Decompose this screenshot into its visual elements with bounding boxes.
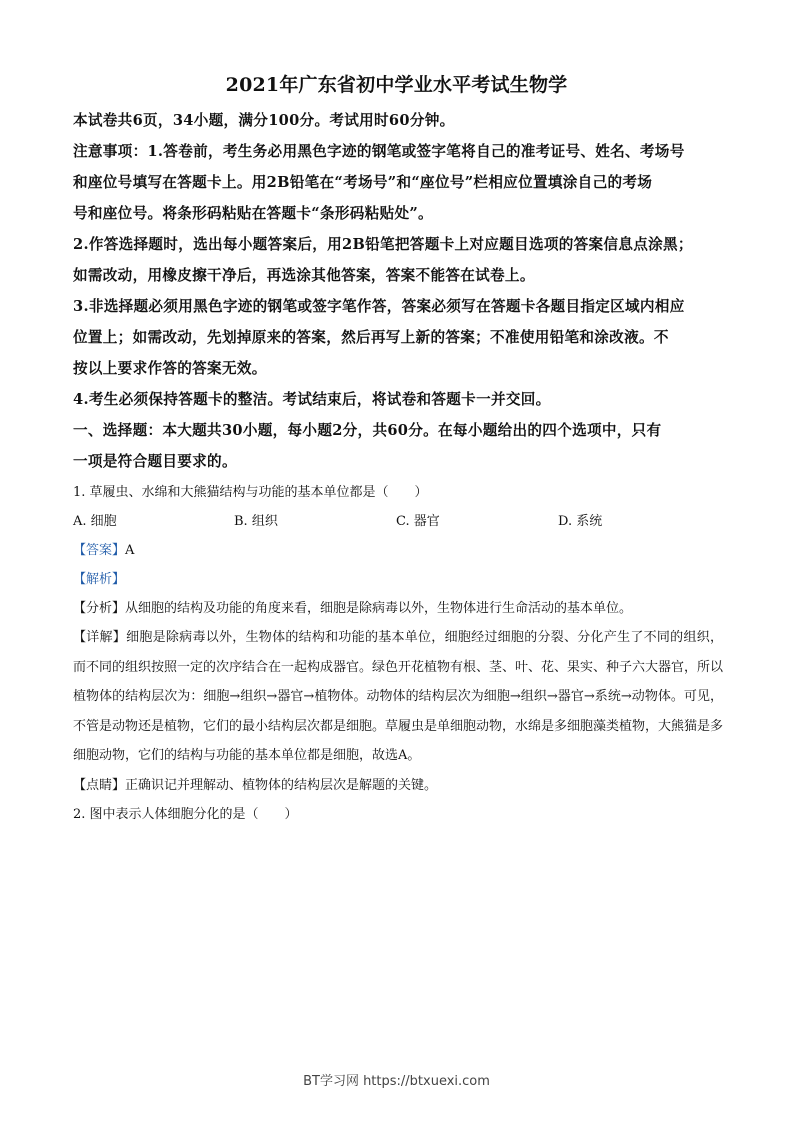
fenxi-text: 从细胞的结构及功能的角度来看，细胞是除病毒以外，生物体进行生命活动的基本单位。 xyxy=(125,601,633,616)
note-3-line-a: 3.非选择题必须用黑色字迹的钢笔或签字笔作答，答案必须写在答题卡各题目指定区域内相应 xyxy=(73,298,685,315)
fenxi-tag: 【分析】 xyxy=(73,601,126,616)
note-4: 4.考生必须保持答题卡的整洁。考试结束后，将试卷和答题卡一并交回。 xyxy=(73,391,551,408)
analysis-tag: 【解析】 xyxy=(73,572,126,587)
option-c: C. 器官 xyxy=(396,514,440,529)
section-heading-b: 一项是符合题目要求的。 xyxy=(73,453,237,470)
answer-tag: 【答案】 xyxy=(73,543,126,558)
dianjing-tag: 【点睛】 xyxy=(73,777,126,793)
note-3-line-b: 位置上；如需改动，先划掉原来的答案，然后再写上新的答案；不准使用铅笔和涂改液。不 xyxy=(73,329,669,346)
footer-watermark: BT学习网 https://btxuexi.com xyxy=(303,1074,490,1089)
note-1-line-c: 号和座位号。将条形码粘贴在答题卡“条形码粘贴处”。 xyxy=(73,205,433,222)
xiangjie-text: 细胞是除病毒以外，生物体的结构和功能的基本单位，细胞经过细胞的分裂、分化产生了不同的组织，而不同的组织按照一定的次序结合在一起构成器官。绿色开花植物有根、茎、叶、花、果实、种子六大器官，所以植物体的结构层次为：细胞→组织→器官→植物体。动物体的结构层次为细胞→组织→器官→系统→动物体。可见，不管是动物还是植物，它们的最小结构层次都是细胞。草履虫是单细胞动物，水绵是多细胞藻类植物，大熊猫是多细胞动物，它们的结构与功能的基本单位都是细胞，故选A。 xyxy=(73,630,724,763)
dianjing-text: 正确识记并理解动、植物体的结构层次是解题的关键。 xyxy=(125,777,438,793)
section-heading-a: 一、选择题：本大题共30小题，每小题2分，共60分。在每小题给出的四个选项中，只有 xyxy=(73,422,662,439)
note-1-line-b: 和座位号填写在答题卡上。用2B铅笔在“考场号”和“座位号”栏相应位置填涂自己的考场 xyxy=(73,174,653,191)
question-1-stem: 1. 草履虫、水绵和大熊猫结构与功能的基本单位都是（ ） xyxy=(73,485,428,500)
note-3-line-c: 按以上要求作答的答案无效。 xyxy=(73,360,267,377)
note-2-line-b: 如需改动，用橡皮擦干净后，再选涂其他答案，答案不能答在试卷上。 xyxy=(73,267,535,284)
question-1-options xyxy=(73,507,723,536)
analysis-line xyxy=(73,565,723,594)
option-b: B. 组织 xyxy=(234,514,278,529)
note-1-line-a: 注意事项：1.答卷前，考生务必用黑色字迹的钢笔或签字笔将自己的准考证号、姓名、考场号 xyxy=(73,143,685,160)
answer-value: A xyxy=(125,543,135,558)
exam-summary: 本试卷共6页，34小题，满分100分。考试用时60分钟。 xyxy=(73,112,455,129)
page-title: 2021年广东省初中学业水平考试生物学 xyxy=(225,74,568,96)
xiangjie-paragraph xyxy=(73,623,723,771)
note-2-line-a: 2.作答选择题时，选出每小题答案后，用2B铅笔把答题卡上对应题目选项的答案信息点涂黑； xyxy=(73,236,693,253)
question-2-stem: 2. 图中表示人体细胞分化的是（ ） xyxy=(73,806,298,822)
option-a: A. 细胞 xyxy=(73,514,117,529)
exam-instructions xyxy=(73,105,723,477)
xiangjie-tag: 【详解】 xyxy=(73,630,127,645)
fenxi-line xyxy=(73,594,723,623)
option-d: D. 系统 xyxy=(558,514,603,529)
question-1 xyxy=(73,478,723,829)
answer-line xyxy=(73,536,723,565)
dianjing-line xyxy=(73,771,723,800)
